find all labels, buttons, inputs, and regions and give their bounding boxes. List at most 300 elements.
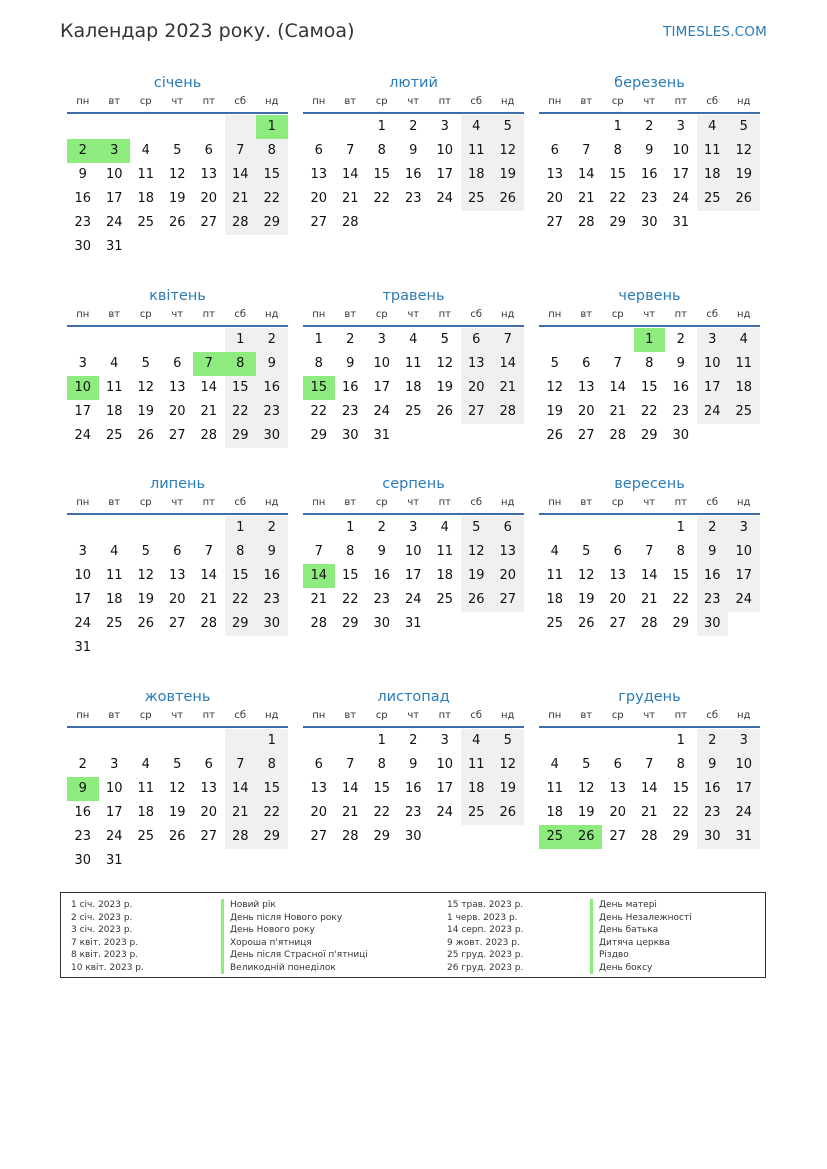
month-name: квітень <box>149 288 206 304</box>
day-cell: 22 <box>672 592 690 607</box>
day-cell: 6 <box>461 328 493 352</box>
day-cell: 3 <box>728 516 760 540</box>
legend-date: 3 січ. 2023 р. <box>71 925 133 935</box>
day-cell: 15 <box>373 167 391 182</box>
day-cell: 21 <box>609 404 627 419</box>
day-grid <box>303 729 524 849</box>
day-cell: 12 <box>577 568 595 583</box>
day-cell: 2 <box>78 757 87 772</box>
day-cell: 17 <box>74 592 92 607</box>
weekday-label: нд <box>737 497 751 508</box>
weekday-label: чт <box>407 497 420 508</box>
month-name: червень <box>618 288 681 304</box>
day-cell: 23 <box>672 404 690 419</box>
day-cell: 19 <box>137 404 155 419</box>
day-cell: 11 <box>546 781 564 796</box>
day-cell: 15 <box>672 568 690 583</box>
day-cell: 17 <box>373 380 391 395</box>
weekday-label: вт <box>108 309 121 320</box>
day-cell: 4 <box>461 115 493 139</box>
empty-day-cell <box>602 328 634 352</box>
weekday-label: вт <box>108 96 121 107</box>
day-cell: 12 <box>461 540 493 564</box>
day-cell: 24 <box>74 616 92 631</box>
day-cell: 14 <box>200 568 218 583</box>
weekday-label: пт <box>438 309 451 320</box>
day-cell: 4 <box>440 520 449 535</box>
day-cell: 4 <box>697 115 729 139</box>
month-name: березень <box>614 75 685 91</box>
empty-day-cell <box>602 729 634 753</box>
day-cell: 18 <box>404 380 422 395</box>
weekday-label: ср <box>375 96 388 107</box>
day-cell: 2 <box>409 733 418 748</box>
legend-holiday-name: День батька <box>590 924 692 937</box>
empty-day-cell <box>67 729 99 753</box>
day-cell: 10 <box>436 143 454 158</box>
day-cell: 13 <box>609 568 627 583</box>
weekday-label: сб <box>470 710 483 721</box>
day-cell: 20 <box>168 592 186 607</box>
month-block <box>539 285 760 448</box>
day-cell: 19 <box>728 163 760 187</box>
empty-day-cell <box>67 115 99 139</box>
day-cell: 15 <box>373 781 391 796</box>
empty-day-cell <box>99 328 131 352</box>
weekday-label: нд <box>501 710 515 721</box>
day-cell: 30 <box>341 428 359 443</box>
weekday-header <box>539 96 760 114</box>
empty-day-cell <box>303 729 335 753</box>
weekday-label: чт <box>643 96 656 107</box>
day-cell: 14 <box>640 781 658 796</box>
day-cell: 13 <box>168 568 186 583</box>
day-cell: 20 <box>200 191 218 206</box>
day-cell: 20 <box>310 805 328 820</box>
weekday-label: ср <box>375 309 388 320</box>
day-cell: 8 <box>377 143 386 158</box>
weekday-label: пн <box>548 497 562 508</box>
day-cell: 22 <box>341 592 359 607</box>
day-cell: 13 <box>200 781 218 796</box>
day-cell: 11 <box>404 356 422 371</box>
month-block <box>303 686 524 849</box>
day-cell: 5 <box>728 115 760 139</box>
day-cell: 5 <box>582 757 591 772</box>
day-cell: 25 <box>546 616 564 631</box>
legend-holiday-name: День Нового року <box>221 924 368 937</box>
weekday-label: пн <box>76 96 90 107</box>
weekday-label: вт <box>580 309 593 320</box>
day-cell: 23 <box>404 805 422 820</box>
day-cell: 12 <box>492 753 524 777</box>
day-cell: 7 <box>225 139 257 163</box>
weekday-label: пт <box>438 96 451 107</box>
weekday-header <box>303 497 524 515</box>
day-cell: 7 <box>582 143 591 158</box>
day-cell: 10 <box>105 167 123 182</box>
day-cell: 21 <box>310 592 328 607</box>
legend-holiday-name: День матері <box>590 899 692 912</box>
day-cell: 12 <box>436 356 454 371</box>
weekday-label: вт <box>580 96 593 107</box>
month-name: грудень <box>618 689 681 705</box>
day-cell: 6 <box>613 757 622 772</box>
day-cell: 29 <box>609 215 627 230</box>
day-cell: 17 <box>436 781 454 796</box>
day-cell: 1 <box>314 332 323 347</box>
day-cell: 23 <box>697 588 729 612</box>
day-cell: 15 <box>640 380 658 395</box>
day-cell: 20 <box>168 404 186 419</box>
weekday-label: пт <box>674 309 687 320</box>
weekday-label: сб <box>706 96 719 107</box>
day-cell: 11 <box>461 139 493 163</box>
day-cell: 4 <box>550 544 559 559</box>
day-cell: 28 <box>577 215 595 230</box>
day-cell: 5 <box>461 516 493 540</box>
day-cell: 2 <box>346 332 355 347</box>
day-cell: 19 <box>461 564 493 588</box>
day-grid <box>303 328 524 448</box>
day-cell: 16 <box>256 564 288 588</box>
weekday-label: вт <box>344 497 357 508</box>
day-cell: 11 <box>137 781 155 796</box>
weekday-header <box>539 309 760 327</box>
weekday-label: сб <box>234 710 247 721</box>
day-cell: 13 <box>609 781 627 796</box>
day-cell: 6 <box>613 544 622 559</box>
month-block <box>67 72 288 259</box>
legend-date: 9 жовт. 2023 р. <box>447 937 520 948</box>
day-cell: 6 <box>204 757 213 772</box>
day-cell: 8 <box>256 753 288 777</box>
weekday-label: нд <box>501 309 515 320</box>
day-cell: 28 <box>492 400 524 424</box>
weekday-label: вт <box>108 710 121 721</box>
day-cell: 11 <box>137 167 155 182</box>
day-cell: 29 <box>310 428 328 443</box>
day-cell: 23 <box>404 191 422 206</box>
day-cell: 23 <box>256 588 288 612</box>
day-cell: 4 <box>141 757 150 772</box>
day-cell: 7 <box>645 544 654 559</box>
month-block <box>539 686 760 849</box>
day-cell: 6 <box>314 757 323 772</box>
day-cell: 25 <box>137 829 155 844</box>
weekday-header <box>303 309 524 327</box>
day-cell: 15 <box>609 167 627 182</box>
day-cell: 29 <box>256 825 288 849</box>
legend-date: 2 січ. 2023 р. <box>71 912 133 923</box>
weekday-label: нд <box>265 710 279 721</box>
day-cell: 7 <box>225 753 257 777</box>
day-cell: 9 <box>256 352 288 376</box>
day-cell: 25 <box>404 404 422 419</box>
day-cell: 2 <box>256 328 288 352</box>
weekday-label: ср <box>375 710 388 721</box>
day-cell: 10 <box>373 356 391 371</box>
day-cell: 24 <box>436 191 454 206</box>
day-cell: 7 <box>492 328 524 352</box>
day-cell: 20 <box>310 191 328 206</box>
day-cell: 10 <box>105 781 123 796</box>
day-cell: 3 <box>110 757 119 772</box>
day-cell: 22 <box>640 404 658 419</box>
day-cell: 3 <box>440 119 449 134</box>
weekday-label: чт <box>643 309 656 320</box>
day-cell: 22 <box>310 404 328 419</box>
legend-date: 1 черв. 2023 р. <box>447 912 518 923</box>
day-cell: 28 <box>640 829 658 844</box>
day-cell: 26 <box>577 616 595 631</box>
empty-day-cell <box>225 729 257 753</box>
day-cell: 7 <box>613 356 622 371</box>
day-cell: 28 <box>609 428 627 443</box>
day-cell: 23 <box>74 829 92 844</box>
month-block <box>303 473 524 636</box>
day-cell: 14 <box>640 568 658 583</box>
holiday-day-cell: 9 <box>67 777 99 801</box>
weekday-label: нд <box>501 497 515 508</box>
day-cell: 16 <box>404 781 422 796</box>
day-cell: 20 <box>492 564 524 588</box>
empty-day-cell <box>539 516 571 540</box>
day-grid <box>67 115 288 259</box>
holiday-day-cell: 8 <box>225 352 257 376</box>
day-cell: 26 <box>728 187 760 211</box>
holiday-day-cell: 1 <box>256 115 288 139</box>
day-cell: 29 <box>640 428 658 443</box>
day-cell: 29 <box>373 829 391 844</box>
day-cell: 22 <box>609 191 627 206</box>
day-cell: 16 <box>373 568 391 583</box>
day-grid <box>539 729 760 849</box>
day-cell: 4 <box>461 729 493 753</box>
day-cell: 14 <box>609 380 627 395</box>
legend-date: 25 груд. 2023 р. <box>447 950 524 960</box>
day-cell: 8 <box>645 356 654 371</box>
day-cell: 21 <box>640 805 658 820</box>
day-cell: 18 <box>137 805 155 820</box>
weekday-label: сб <box>470 309 483 320</box>
day-cell: 23 <box>256 400 288 424</box>
day-cell: 7 <box>346 143 355 158</box>
day-grid <box>303 115 524 235</box>
day-cell: 21 <box>640 592 658 607</box>
day-grid <box>539 516 760 636</box>
holiday-day-cell: 14 <box>303 564 335 588</box>
day-cell: 28 <box>200 428 218 443</box>
day-cell: 2 <box>697 729 729 753</box>
day-cell: 13 <box>200 167 218 182</box>
legend-dates-right <box>447 899 523 974</box>
month-block <box>539 72 760 235</box>
day-cell: 16 <box>404 167 422 182</box>
weekday-label: ср <box>139 309 152 320</box>
day-cell: 5 <box>173 757 182 772</box>
day-cell: 8 <box>314 356 323 371</box>
weekday-label: чт <box>407 96 420 107</box>
day-cell: 12 <box>492 139 524 163</box>
month-name: січень <box>153 75 202 91</box>
weekday-label: сб <box>234 309 247 320</box>
weekday-label: чт <box>407 710 420 721</box>
weekday-label: пт <box>202 309 215 320</box>
day-cell: 5 <box>141 544 150 559</box>
day-cell: 18 <box>728 376 760 400</box>
day-cell: 8 <box>377 757 386 772</box>
day-cell: 21 <box>492 376 524 400</box>
weekday-label: вт <box>344 309 357 320</box>
day-cell: 15 <box>256 777 288 801</box>
weekday-label: пн <box>312 309 326 320</box>
day-cell: 17 <box>74 404 92 419</box>
day-cell: 3 <box>697 328 729 352</box>
day-cell: 25 <box>105 428 123 443</box>
day-cell: 17 <box>697 376 729 400</box>
empty-day-cell <box>539 115 571 139</box>
empty-day-cell <box>335 115 367 139</box>
day-cell: 13 <box>310 167 328 182</box>
day-cell: 24 <box>728 801 760 825</box>
day-cell: 31 <box>373 428 391 443</box>
day-cell: 13 <box>461 352 493 376</box>
weekday-label: сб <box>234 96 247 107</box>
day-cell: 20 <box>200 805 218 820</box>
empty-day-cell <box>193 115 225 139</box>
empty-day-cell <box>634 729 666 753</box>
day-cell: 26 <box>546 428 564 443</box>
day-cell: 30 <box>74 853 92 868</box>
day-cell: 31 <box>672 215 690 230</box>
day-cell: 1 <box>377 733 386 748</box>
day-cell: 16 <box>672 380 690 395</box>
legend-holiday-name: Великодній понеділок <box>221 962 368 975</box>
empty-day-cell <box>193 516 225 540</box>
day-cell: 25 <box>728 400 760 424</box>
day-cell: 5 <box>141 356 150 371</box>
day-cell: 14 <box>225 777 257 801</box>
day-cell: 30 <box>672 428 690 443</box>
day-cell: 14 <box>492 352 524 376</box>
legend-holiday-name: Хороша п'ятниця <box>221 937 368 950</box>
day-cell: 3 <box>409 520 418 535</box>
day-cell: 20 <box>577 404 595 419</box>
empty-day-cell <box>193 729 225 753</box>
legend-date: 10 квіт. 2023 р. <box>71 962 144 973</box>
day-cell: 23 <box>74 215 92 230</box>
day-cell: 15 <box>256 163 288 187</box>
day-cell: 27 <box>492 588 524 612</box>
day-cell: 24 <box>105 829 123 844</box>
empty-day-cell <box>130 729 162 753</box>
holiday-legend <box>60 892 766 978</box>
weekday-label: сб <box>706 497 719 508</box>
weekday-label: нд <box>265 309 279 320</box>
weekday-header <box>67 710 288 728</box>
weekday-header <box>67 309 288 327</box>
day-cell: 26 <box>137 616 155 631</box>
day-cell: 30 <box>640 215 658 230</box>
day-cell: 25 <box>105 616 123 631</box>
day-cell: 16 <box>256 376 288 400</box>
empty-day-cell <box>539 328 571 352</box>
empty-day-cell <box>602 516 634 540</box>
day-cell: 8 <box>225 540 257 564</box>
day-cell: 12 <box>168 781 186 796</box>
day-cell: 9 <box>78 167 87 182</box>
brand-link[interactable]: TIMESLES.COM <box>663 24 767 40</box>
day-cell: 21 <box>200 404 218 419</box>
legend-date: 14 серп. 2023 р. <box>447 925 524 935</box>
day-cell: 27 <box>577 428 595 443</box>
day-cell: 9 <box>346 356 355 371</box>
weekday-header <box>303 96 524 114</box>
day-cell: 12 <box>546 380 564 395</box>
day-cell: 21 <box>341 805 359 820</box>
day-cell: 22 <box>225 400 257 424</box>
weekday-header <box>303 710 524 728</box>
day-cell: 6 <box>204 143 213 158</box>
day-cell: 12 <box>168 167 186 182</box>
day-cell: 29 <box>225 612 257 636</box>
day-cell: 2 <box>676 332 685 347</box>
day-cell: 30 <box>697 825 729 849</box>
day-cell: 24 <box>373 404 391 419</box>
day-cell: 5 <box>492 729 524 753</box>
month-block <box>539 473 760 636</box>
day-cell: 10 <box>404 544 422 559</box>
day-cell: 5 <box>582 544 591 559</box>
day-cell: 24 <box>105 215 123 230</box>
day-cell: 18 <box>137 191 155 206</box>
day-cell: 20 <box>461 376 493 400</box>
month-block <box>303 285 524 448</box>
empty-day-cell <box>162 729 194 753</box>
legend-names-right <box>590 899 692 974</box>
day-cell: 24 <box>404 592 422 607</box>
day-cell: 4 <box>110 544 119 559</box>
day-cell: 2 <box>377 520 386 535</box>
day-cell: 19 <box>492 163 524 187</box>
month-name: лютий <box>389 75 438 91</box>
day-cell: 3 <box>728 729 760 753</box>
day-cell: 30 <box>404 829 422 844</box>
day-cell: 7 <box>645 757 654 772</box>
day-cell: 11 <box>436 544 454 559</box>
day-cell: 3 <box>440 733 449 748</box>
weekday-label: вт <box>344 710 357 721</box>
weekday-label: чт <box>643 497 656 508</box>
day-cell: 15 <box>672 781 690 796</box>
weekday-label: пн <box>548 309 562 320</box>
holiday-day-cell: 3 <box>99 139 131 163</box>
month-name: липень <box>149 476 206 492</box>
weekday-label: пн <box>76 309 90 320</box>
month-block <box>303 72 524 235</box>
empty-day-cell <box>225 115 257 139</box>
day-grid <box>67 729 288 873</box>
empty-day-cell <box>130 115 162 139</box>
day-cell: 2 <box>645 119 654 134</box>
holiday-day-cell: 10 <box>67 376 99 400</box>
day-cell: 22 <box>373 191 391 206</box>
day-cell: 4 <box>409 332 418 347</box>
weekday-label: пт <box>674 710 687 721</box>
day-cell: 9 <box>676 356 685 371</box>
day-cell: 27 <box>546 215 564 230</box>
